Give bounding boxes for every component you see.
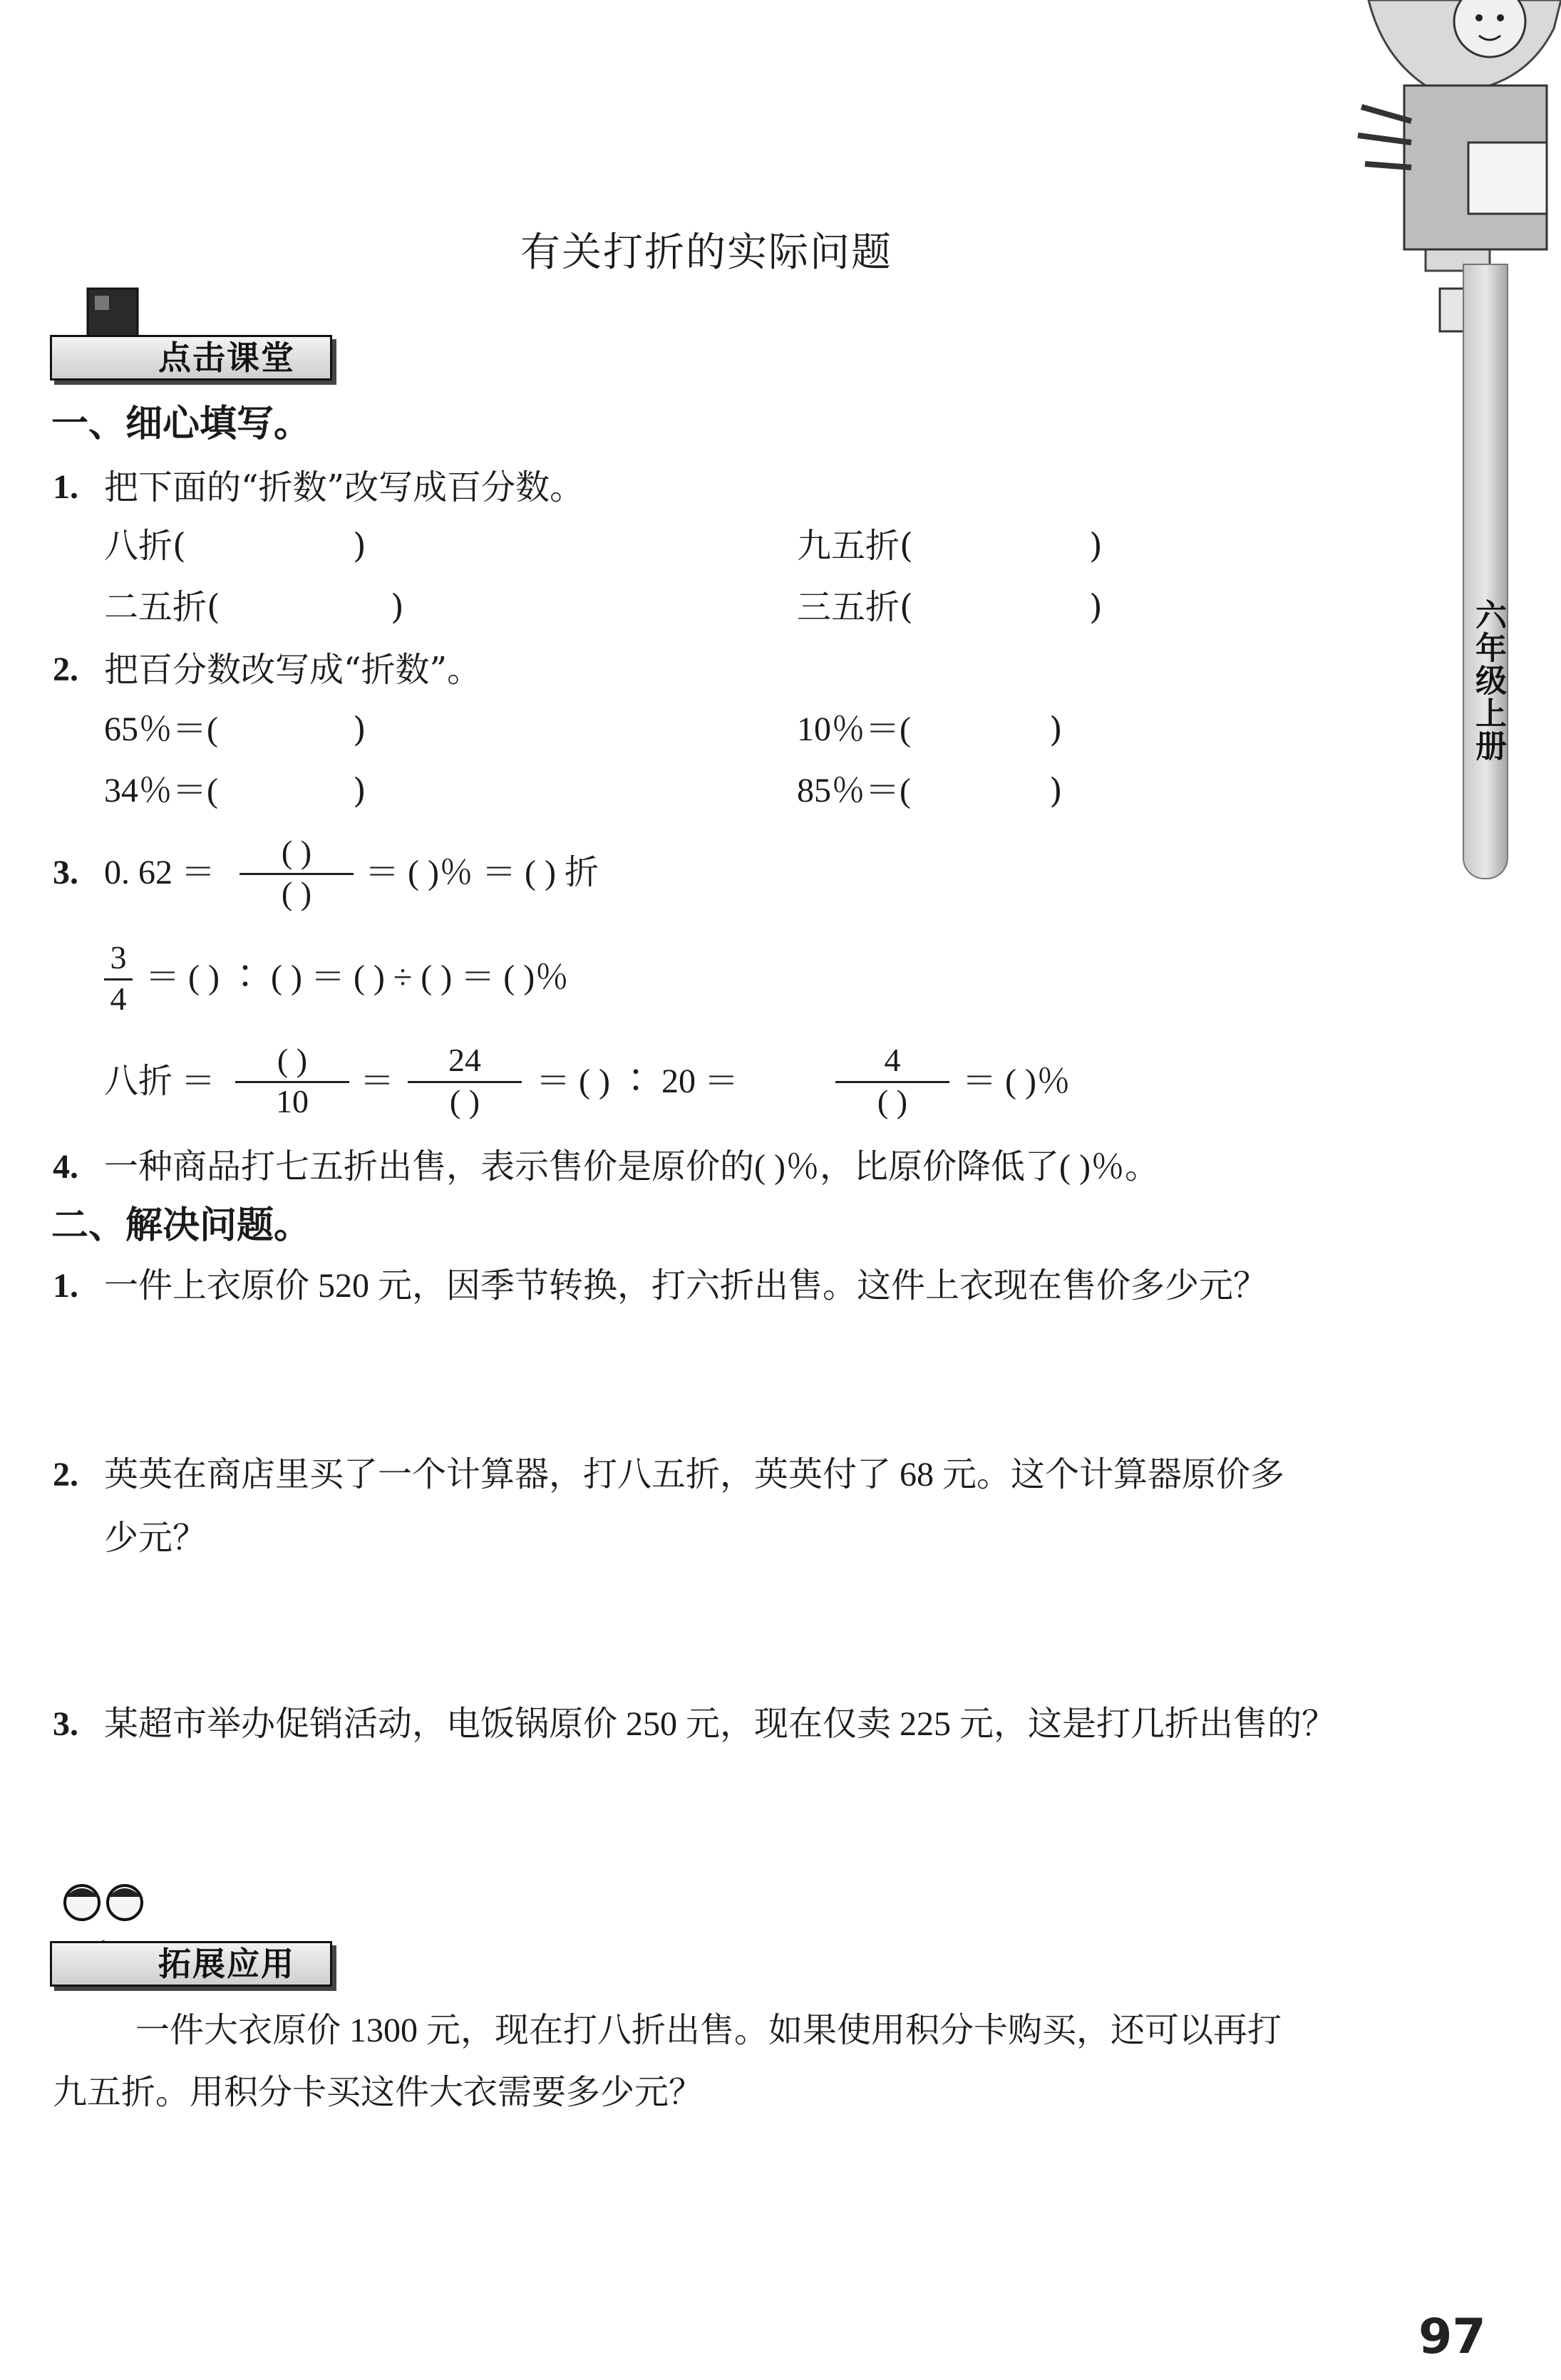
q2-number: 2. xyxy=(53,651,78,688)
fraction xyxy=(239,834,354,912)
fraction-denominator: ( ) xyxy=(281,875,312,911)
side-tab-bar xyxy=(1463,264,1508,879)
q3-line2-rest: ＝ ( ) ∶ ( ) ＝ ( ) ÷ ( ) ＝ ( )％ xyxy=(145,958,570,996)
p2-q2-number: 2. xyxy=(53,1456,78,1494)
answer-label: 10％＝( xyxy=(797,710,911,748)
section-badge-extend-label: 拓展应用 xyxy=(158,1945,295,1983)
answer-blank-close: ) xyxy=(353,526,366,566)
answer-label: 三五折( xyxy=(797,587,913,627)
answer-blank-close: ) xyxy=(1049,771,1063,811)
p2-q2-text-cont: 少元？ xyxy=(104,1518,207,1558)
q3-line1-rest: ＝ ( )％ ＝ ( ) 折 xyxy=(365,854,599,891)
section-badge-classroom-label: 点击课堂 xyxy=(158,338,295,377)
q3-line3-eq: ＝ xyxy=(360,1062,395,1100)
fraction-numerator: ( ) xyxy=(277,1042,308,1078)
answer-label: 65％＝( xyxy=(104,710,218,748)
fraction-denominator: 4 xyxy=(110,981,127,1017)
fraction-numerator: 4 xyxy=(884,1042,901,1078)
q1-number: 1. xyxy=(53,468,78,506)
answer-blank-close: ) xyxy=(391,587,404,627)
answer-label: 八折( xyxy=(104,526,186,566)
fraction-numerator: 3 xyxy=(110,939,127,976)
part1-heading: 一、细心填写。 xyxy=(51,402,311,445)
side-tab-label: 六年级上册 xyxy=(1470,599,1506,762)
answer-blank-close: ) xyxy=(1049,710,1063,750)
q3-line1-lead: 0. 62 ＝ xyxy=(104,854,216,891)
fraction-numerator: ( ) xyxy=(281,834,312,870)
q4-text: 一种商品打七五折出售，表示售价是原价的( )％，比原价降低了( )％。 xyxy=(104,1148,1159,1186)
fraction-denominator: ( ) xyxy=(449,1083,480,1119)
part2-heading: 二、解决问题。 xyxy=(51,1204,311,1247)
corner-illustration xyxy=(1340,0,1561,371)
page-title: 有关打折的实际问题 xyxy=(520,229,892,276)
q3-line3-mid: ＝ ( ) ∶ 20 ＝ xyxy=(536,1062,738,1100)
fraction xyxy=(104,939,133,1018)
p2-q2-text: 英英在商店里买了一个计算器，打八五折，英英付了 68 元。这个计算器原价多 xyxy=(104,1456,1285,1494)
p2-q3-text: 某超市举办促销活动，电饭锅原价 250 元，现在仅卖 225 元，这是打几折出售的？ xyxy=(104,1705,1336,1743)
fraction-numerator: 24 xyxy=(448,1042,481,1078)
fraction xyxy=(408,1042,522,1120)
answer-label: 九五折( xyxy=(797,526,913,566)
q3-number: 3. xyxy=(53,854,78,891)
answer-blank-close: ) xyxy=(1089,587,1103,627)
answer-label: 85％＝( xyxy=(797,772,911,809)
fraction-denominator: ( ) xyxy=(877,1083,908,1119)
answer-blank-close: ) xyxy=(353,771,366,811)
p2-q1-number: 1. xyxy=(53,1267,78,1305)
p2-q3-number: 3. xyxy=(53,1705,78,1743)
answer-blank-close: ) xyxy=(353,710,366,750)
fraction xyxy=(835,1042,949,1120)
p2-q1-text: 一件上衣原价 520 元，因季节转换，打六折出售。这件上衣现在售价多少元？ xyxy=(104,1267,1268,1305)
extend-text-line1: 一件大衣原价 1300 元，现在打八折出售。如果使用积分卡购买，还可以再打 xyxy=(135,2012,1282,2049)
answer-label: 二五折( xyxy=(104,587,220,627)
answer-blank-close: ) xyxy=(1089,526,1103,566)
fraction xyxy=(235,1042,349,1120)
page-number: 97 xyxy=(1418,2309,1486,2365)
q4-number: 4. xyxy=(53,1148,78,1186)
q1-text: 把下面的“折数”改写成百分数。 xyxy=(104,467,584,507)
q3-line3-lead: 八折 ＝ xyxy=(104,1062,216,1100)
extend-text-line2: 九五折。用积分卡买这件大衣需要多少元？ xyxy=(53,2072,704,2112)
answer-label: 34％＝( xyxy=(104,772,218,809)
q3-line3-end: ＝ ( )％ xyxy=(962,1062,1071,1100)
fraction-denominator: 10 xyxy=(276,1083,309,1119)
q2-text: 把百分数改写成“折数”。 xyxy=(104,650,482,690)
